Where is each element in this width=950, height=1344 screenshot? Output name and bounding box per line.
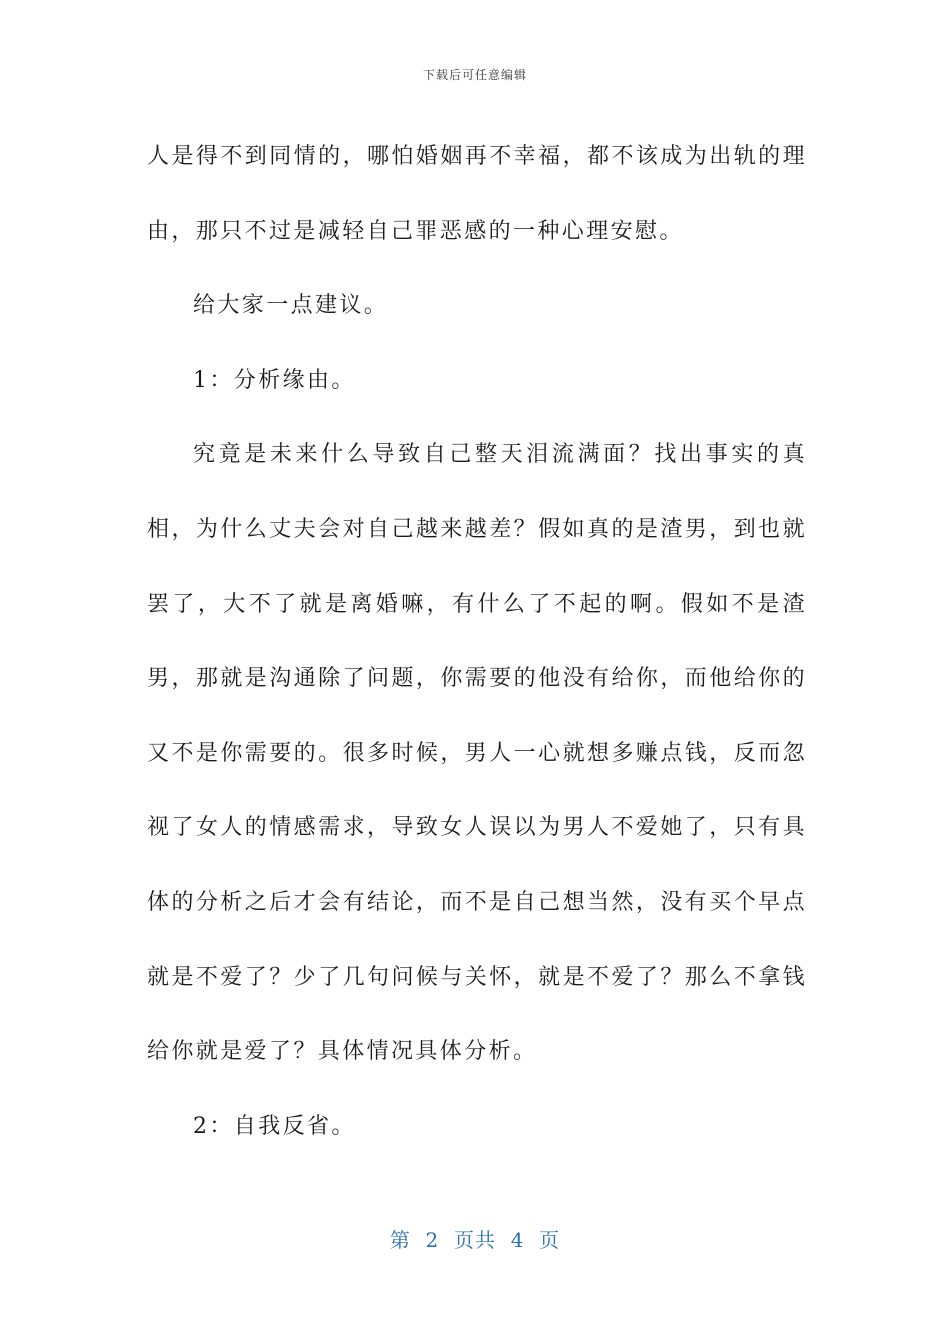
document-body <box>147 120 807 1164</box>
paragraph-5: 2：自我反省。 <box>193 1113 356 1139</box>
paragraph-2: 给大家一点建议。 <box>193 293 389 319</box>
paragraph-1: 人是得不到同情的，哪怕婚姻再不幸福，都不该成为出轨的理由，那只不过是减轻自己罪恶感的一种心理安慰。 <box>147 144 807 244</box>
page-header: 下载后可任意编辑 <box>422 68 527 82</box>
page-footer-page-number: 第 2 页共 4 页 <box>389 1228 561 1252</box>
paragraph-4: 究竟是未来什么导致自己整天泪流满面？找出事实的真相，为什么丈夫会对自己越来越差？假如真的是渣男，到也就罢了，大不了就是离婚嘛，有什么了不起的啊。假如不是渣男，那就是沟通除了问题，你需要的他没有给你，而他给你的又不是你需要的。很多时候，男人一心就想多赚点钱，反而忽视了女人的情感需求，导致女人误以为男人不爱她了，只有具体的分析之后才会有结论，而不是自己想当然，没有买个早点就是不爱了？少了几句问候与关怀，就是不爱了？那么不拿钱给你就是爱了？具体情况具体分析。 <box>147 442 807 1065</box>
paragraph-3: 1：分析缘由。 <box>193 367 356 393</box>
